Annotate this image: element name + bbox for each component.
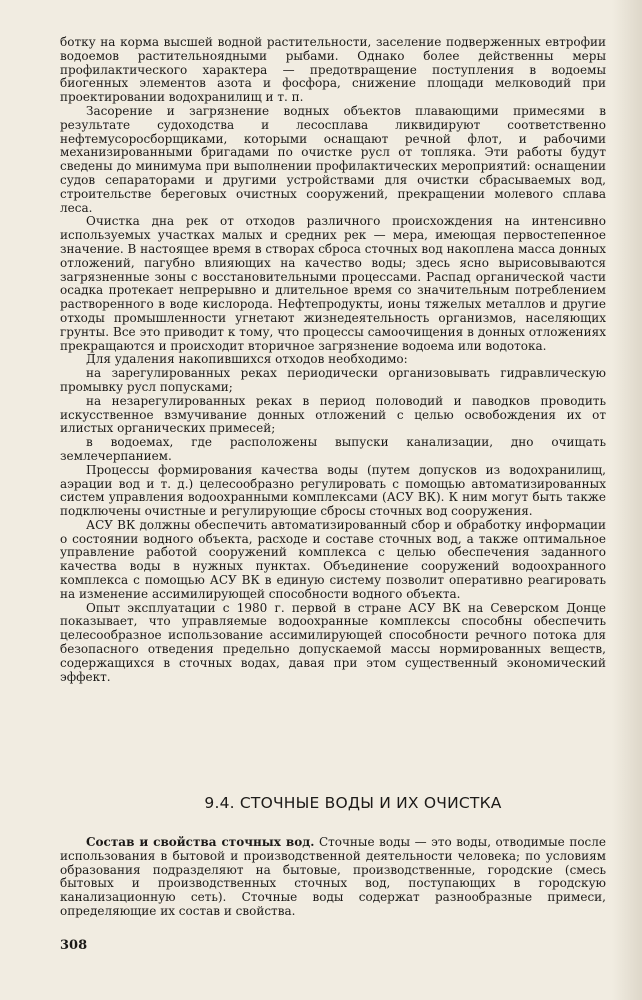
section-lead-phrase: Состав и свойства сточных вод.	[86, 835, 315, 849]
section-body-text	[60, 836, 606, 919]
section-heading: 9.4. СТОЧНЫЕ ВОДЫ И ИХ ОЧИСТКА	[204, 794, 502, 812]
main-body-text	[60, 36, 606, 684]
paragraph-asu-vk: АСУ ВК должны обеспечить автоматизированный сбор и обработку информации о состоянии водного объекта, расходе и составе сточных вод, а также оптимальное управление работой сооружений комплекса с целью обеспечения заданного качества воды в нужных пунктах. Объединение сооружений водоохранного комплекса с помощью АСУ ВК в единую систему позволит оперативно реагировать на изменение ассимилирующей способности водного объекта.	[60, 517, 606, 601]
paragraph-debris: Засорение и загрязнение водных объектов плавающими примесями в результате судоходства и лесосплава ликвидируют соответственно нефтемусоросборщиками, которыми оснащают речной флот, и рабочими механизированными бригадами по очистке русл от топляка. Эти работы будут сведены до минимума при выполнении профилактических мероприятий: оснащении судов сепараторами и другими устройствами для очистки сбрасываемых вод, строительстве береговых очистных сооружений, прекращении молевого сплава леса.	[60, 103, 606, 215]
section-paragraph	[60, 836, 606, 919]
paragraph-quality-formation: Процессы формирования качества воды (путем допусков из водохранилищ, аэрации вод и т. д.) целесообразно регулировать с помощью автоматизированных систем управления водоохранными комплексами (АСУ ВК). К ним могут быть также подключены очистные и регулирующие сбросы сточных вод сооружения.	[60, 462, 606, 519]
section-paragraph-text: Сточные воды — это воды, отводимые после использования в бытовой и производственной деятельности человека; по условиям образования подразделяют на бытовые, производственные, городские (смесь бытовых и производственных сточных вод, поступающих в городскую канализационную сеть). Сточные воды содержат разнообразные примеси, определяющие их состав и свойства.	[60, 835, 606, 918]
paragraph-continuation: ботку на корма высшей водной растительности, заселение подверженных евтрофии водоемов растительноядными рыбами. Однако более действенны меры профилактического характера — предотвращение поступления в водоемы биогенных элементов азота и фосфора, снижение площади мелководий при проектировании водохранилищ и т. п.	[60, 35, 606, 105]
list-item-unregulated-rivers: на незарегулированных реках в период половодий и паводков проводить искусственное взмучивание донных отложений с целью освобождения их от илистых органических примесей;	[60, 393, 606, 436]
page-number: 308	[60, 938, 88, 953]
paragraph-experience: Опыт эксплуатации с 1980 г. первой в стране АСУ ВК на Северском Донце показывает, что управляемые водоохранные комплексы способны обеспечить целесообразное использование ассимилирующей способности речного потока для безопасного отведения предельно допускаемой массы нормированных веществ, содержащихся в сточных водах, давая при этом существенный экономический эффект.	[60, 600, 606, 684]
list-item-regulated-rivers: на зарегулированных реках периодически организовывать гидравлическую промывку русл попусками;	[60, 366, 606, 394]
paragraph-bottom-cleaning: Очистка дна рек от отходов различного происхождения на интенсивно используемых участках малых и средних рек — мера, имеющая первостепенное значение. В настоящее время в створах сброса сточных вод накоплена масса донных отложений, пагубно влияющих на качество воды; здесь ясно вырисовываются загрязненные зоны с восстановительными процессами. Распад органической части осадка протекает непрерывно и длительное время со значительным потреблением растворенного в воде кислорода. Нефтепродукты, ионы тяжелых металлов и другие отходы промышленности угнетают жизнедеятельность организмов, населяющих грунты. Все это приводит к тому, что процессы самоочищения в донных отложениях прекращаются и происходит вторичное загрязнение водоема или водотока.	[60, 214, 606, 353]
page-edge-shadow	[612, 0, 642, 1000]
paragraph-removal-intro: Для удаления накопившихся отходов необходимо:	[86, 352, 408, 367]
list-item-reservoirs: в водоемах, где расположены выпуски канализации, дно очищать землечерпанием.	[60, 435, 606, 463]
